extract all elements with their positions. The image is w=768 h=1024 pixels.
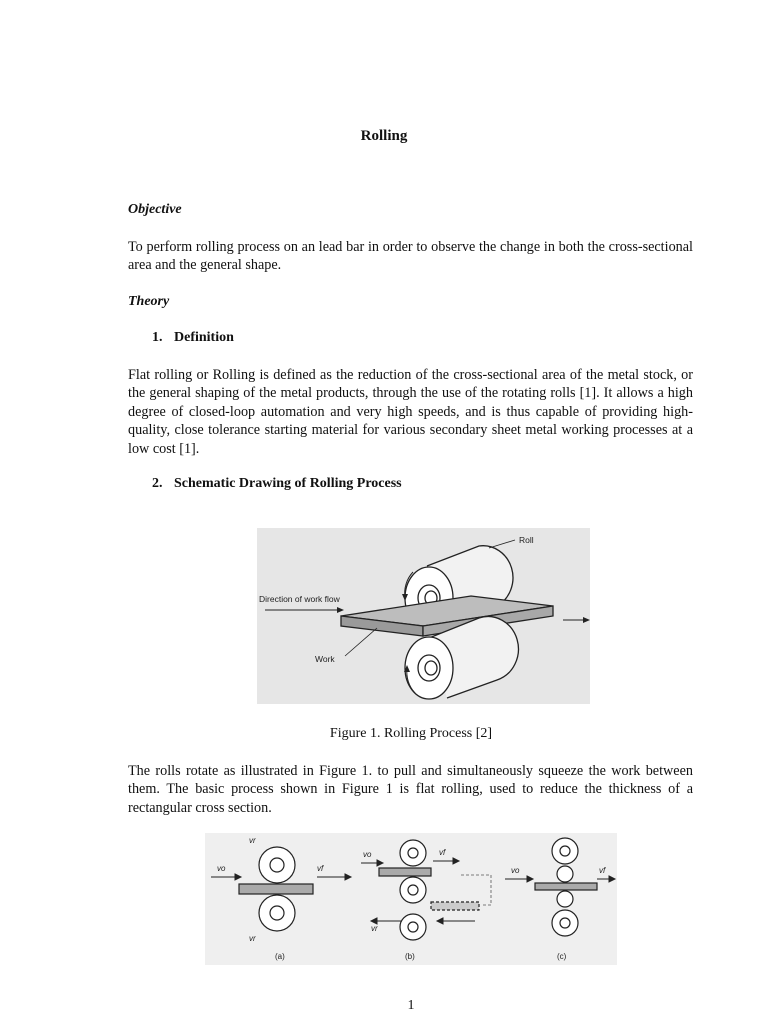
section-1-title: Definition: [174, 330, 234, 345]
figure-1-svg: [257, 528, 590, 704]
fig2-label-vf-b: vf: [439, 848, 446, 857]
section-2-number: 2.: [152, 476, 163, 491]
label-roll: Roll: [519, 535, 534, 545]
fig2-label-vf-a: vf: [317, 864, 324, 873]
section-1-heading: [152, 330, 234, 346]
fig2-label-vr-a2: vr: [249, 934, 256, 943]
figure-1-caption: Figure 1. Rolling Process [2]: [329, 726, 493, 741]
fig2-caption-a: (a): [275, 952, 285, 961]
label-direction: Direction of work flow: [259, 594, 340, 604]
rolls-paragraph: The rolls rotate as illustrated in Figure 1. to pull and simultaneously squeeze the work between them. The basic process shown in Figure 1 is flat rolling, used to reduce the thickness of a rectangular cross section.: [128, 763, 693, 816]
figure-1-rolling-diagram: [257, 528, 590, 704]
section-2-title: Schematic Drawing of Rolling Process: [174, 476, 402, 491]
fig2-caption-c: (c): [557, 952, 567, 961]
section-2-heading: [152, 476, 402, 492]
fig2-label-vr-b: vr: [371, 924, 378, 933]
work-slab: [341, 596, 553, 636]
fig2-caption-b: (b): [405, 952, 415, 961]
section-1-number: 1.: [152, 330, 163, 345]
fig2-label-vr-a: vr: [249, 836, 256, 845]
objective-text: To perform rolling process on an lead bar in order to observe the change in both the cross-sectional area and the general shape.: [128, 239, 693, 274]
fig2-label-vo-a: vo: [217, 864, 226, 873]
work-a: [239, 884, 313, 894]
theory-heading: Theory: [128, 294, 170, 309]
objective-heading: Objective: [128, 202, 182, 217]
figure-2-svg: [205, 833, 617, 965]
fig2-label-vo-b: vo: [363, 850, 372, 859]
page-title: Rolling: [360, 128, 408, 144]
definition-text: Flat rolling or Rolling is defined as the reduction of the cross-sectional area of the metal stock, or the general shaping of the metal products, through the use of the rotating rolls [1]. It allows a high degree of closed-loop automation and very high speeds, and is thus capable of providing high-quality, close tolerance starting material for various secondary sheet metal working processes at a low cost [1].: [128, 367, 693, 457]
label-work: Work: [315, 654, 335, 664]
fig2-label-vo-c: vo: [511, 866, 520, 875]
fig2-label-vf-c: vf: [599, 866, 606, 875]
figure-2-rolling-configurations: [205, 833, 617, 965]
page-number: 1: [407, 998, 415, 1013]
